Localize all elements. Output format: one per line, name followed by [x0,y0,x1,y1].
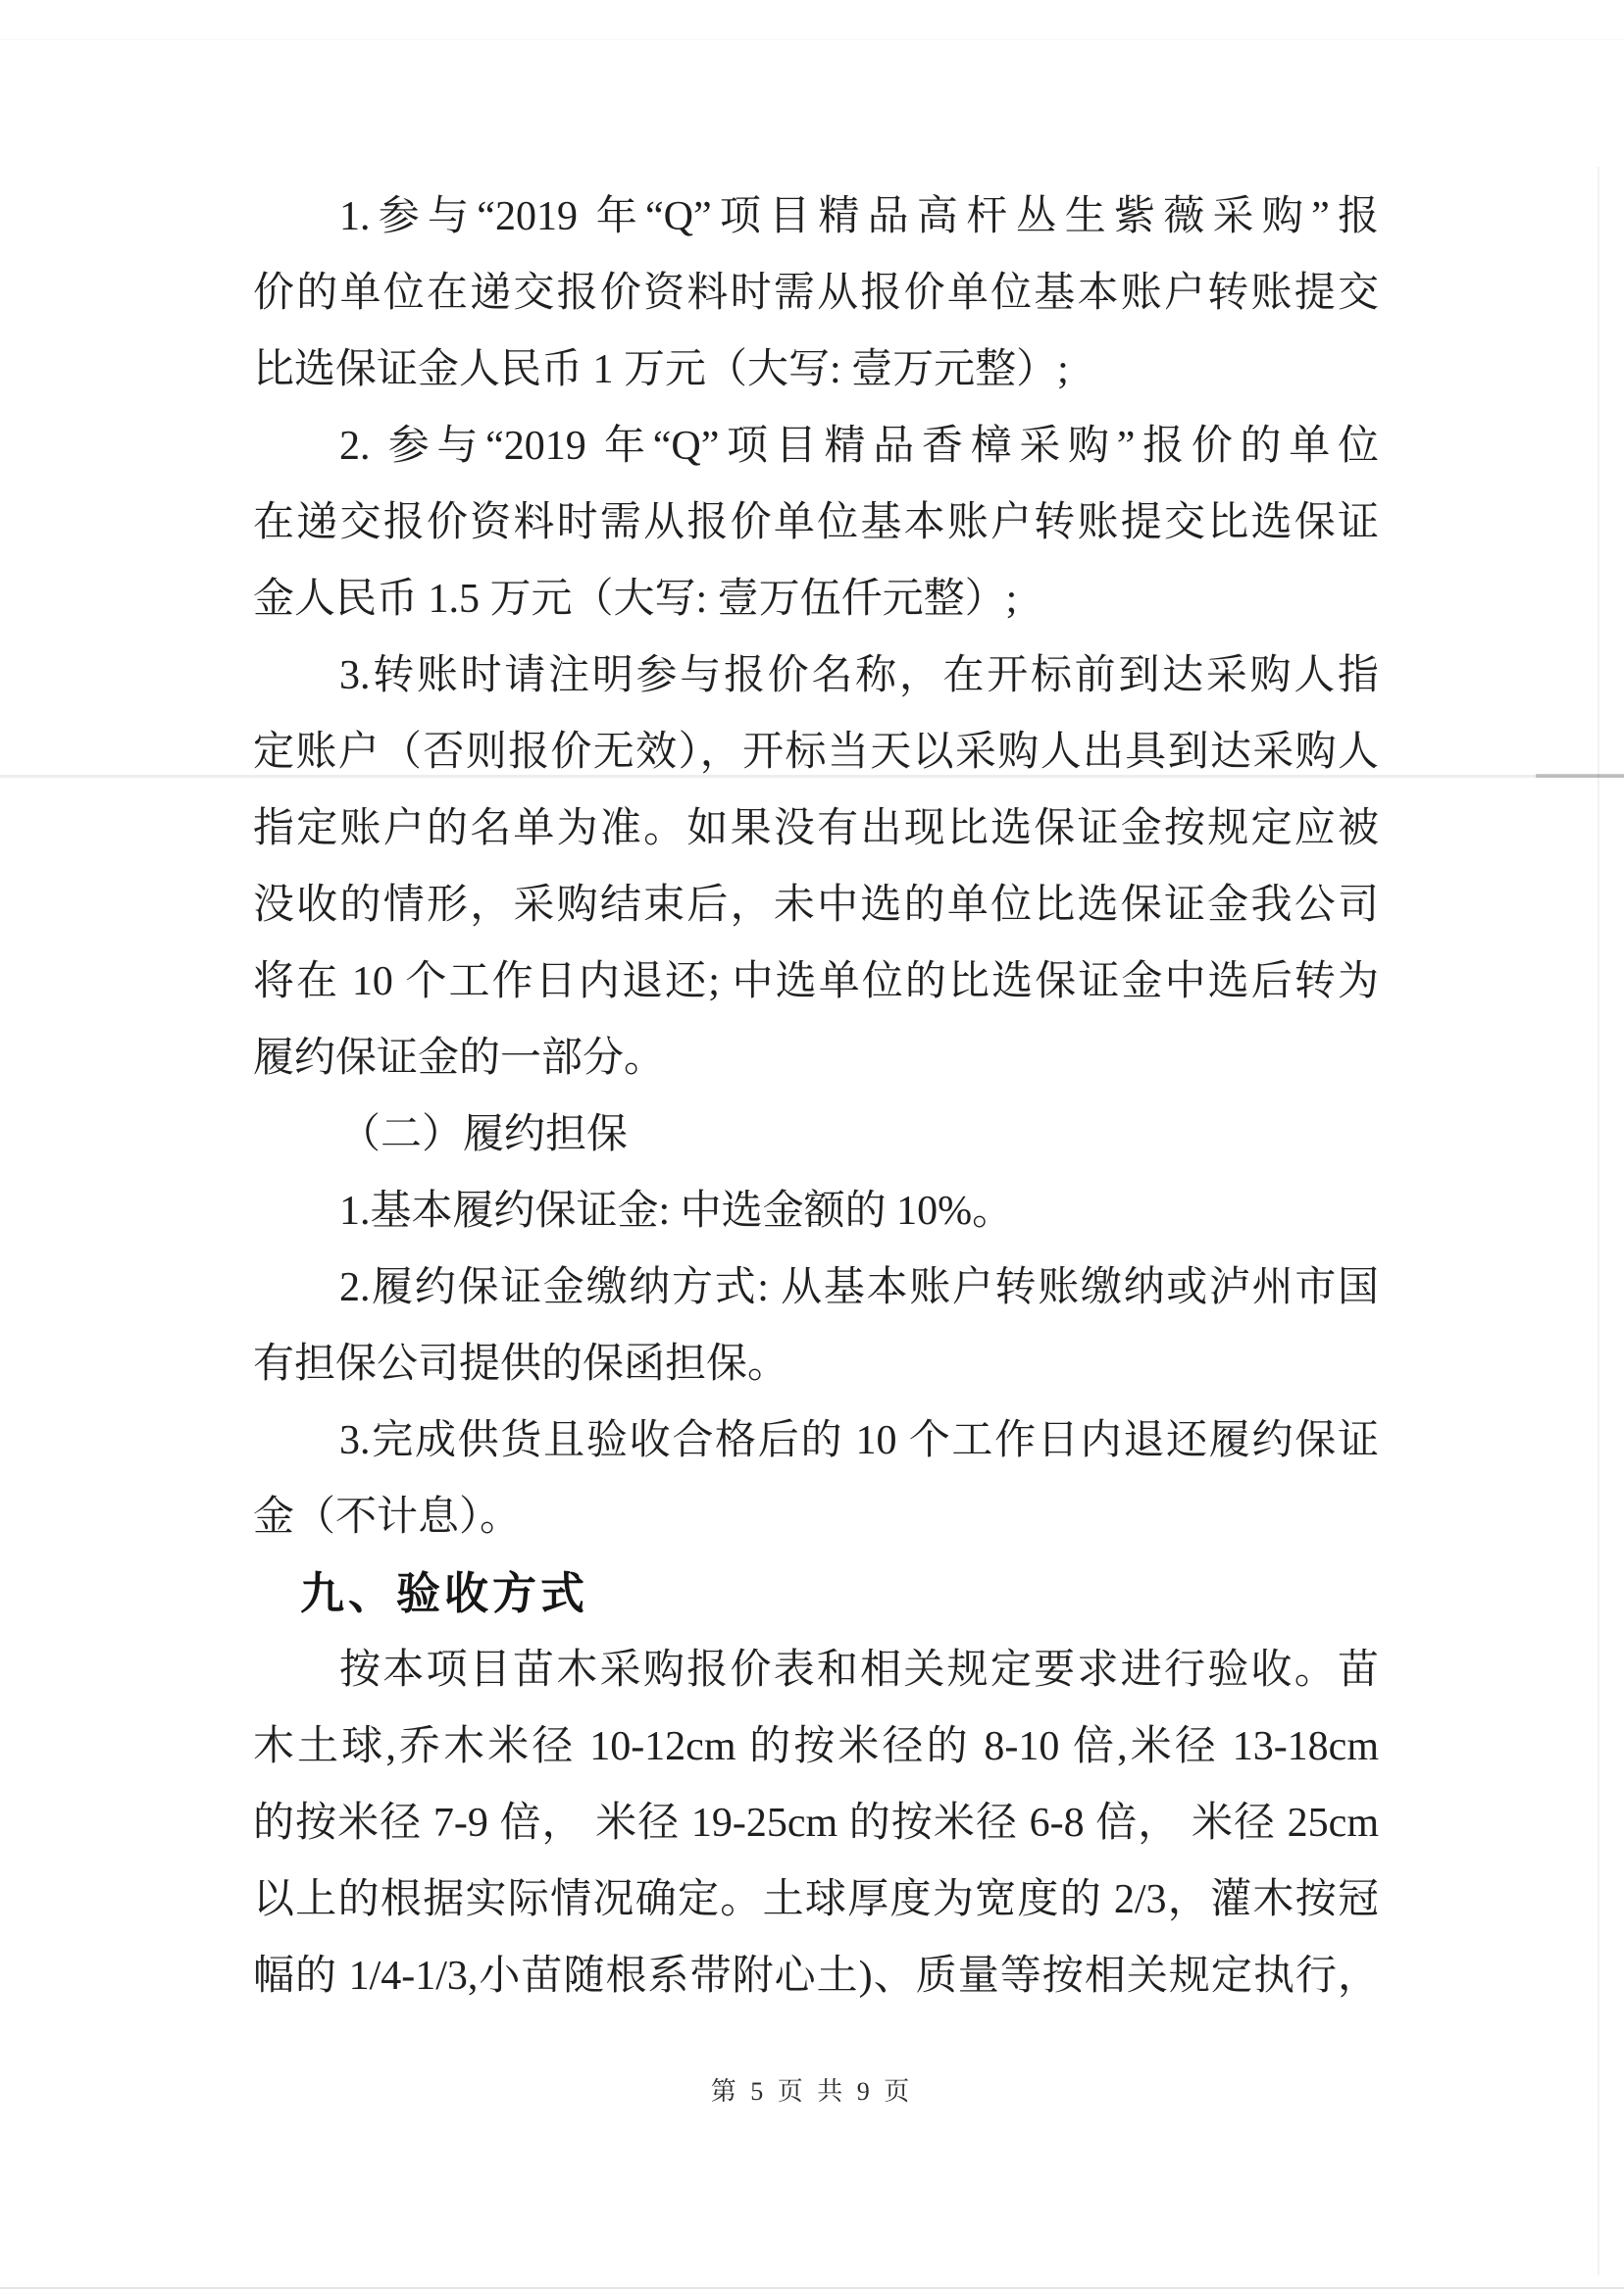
document-line: 在递交报价资料时需从报价单位基本账户转账提交比选保证 [253,500,1379,545]
document-line: 1.参与“2019 年“Q”项目精品高杆丛生紫薇采购”报 [339,194,1379,239]
document-line: 以上的根据实际情况确定。土球厚度为宽度的 2/3，灌木按冠 [253,1877,1379,1922]
document-line: 2.履约保证金缴纳方式: 从基本账户转账缴纳或泸州市国 [339,1265,1379,1310]
document-line: 金（不计息）。 [253,1495,522,1540]
document-line: 3.转账时请注明参与报价名称，在开标前到达采购人指 [339,653,1379,698]
scan-artifact-top-edge [0,39,1624,40]
document-line: 3.完成供货且验收合格后的 10 个工作日内退还履约保证 [339,1418,1379,1463]
document-line: 定账户（否则报价无效），开标当天以采购人出具到达采购人 [253,730,1379,775]
document-line: 有担保公司提供的保函担保。 [253,1342,789,1387]
scan-artifact-bottom-edge [0,2287,1624,2289]
document-line: 没收的情形，采购结束后，未中选的单位比选保证金我公司 [253,883,1379,928]
scan-artifact-horizontal-band [0,775,1624,778]
page-footer: 第 5 页 共 9 页 [710,2077,914,2106]
document-line: 2. 参与“2019 年“Q”项目精品香樟采购”报价的单位 [339,424,1379,469]
document-line: 幅的 1/4-1/3,小苗随根系带附心土)、质量等按相关规定执行， [253,1954,1379,1999]
document-line: 按本项目苗木采购报价表和相关规定要求进行验收。苗 [339,1648,1379,1693]
document-line: 价的单位在递交报价资料时需从报价单位基本账户转账提交 [253,271,1379,316]
document-line: 1.基本履约保证金: 中选金额的 10%。 [339,1189,1014,1234]
document-body [253,178,1379,2014]
section-heading-acceptance-method: 九、验收方式 [300,1568,589,1618]
document-line: 履约保证金的一部分。 [253,1036,666,1081]
document-line: 木土球,乔木米径 10-12cm 的按米径的 8-10 倍,米径 13-18cm [253,1724,1379,1769]
scan-artifact-right-edge-line [1598,167,1599,2275]
scan-artifact-horizontal-band-dark-segment [1536,774,1624,778]
document-line: 比选保证金人民币 1 万元（大写: 壹万元整）; [253,347,1069,392]
document-line: 金人民币 1.5 万元（大写: 壹万伍仟元整）; [253,577,1018,622]
document-line: 将在 10 个工作日内退还; 中选单位的比选保证金中选后转为 [253,959,1379,1004]
document-line: 指定账户的名单为准。如果没有出现比选保证金按规定应被 [253,806,1379,851]
document-line: （二）履约担保 [339,1112,629,1157]
document-line: 的按米径 7-9 倍， 米径 19-25cm 的按米径 6-8 倍， 米径 25cm [253,1801,1379,1846]
